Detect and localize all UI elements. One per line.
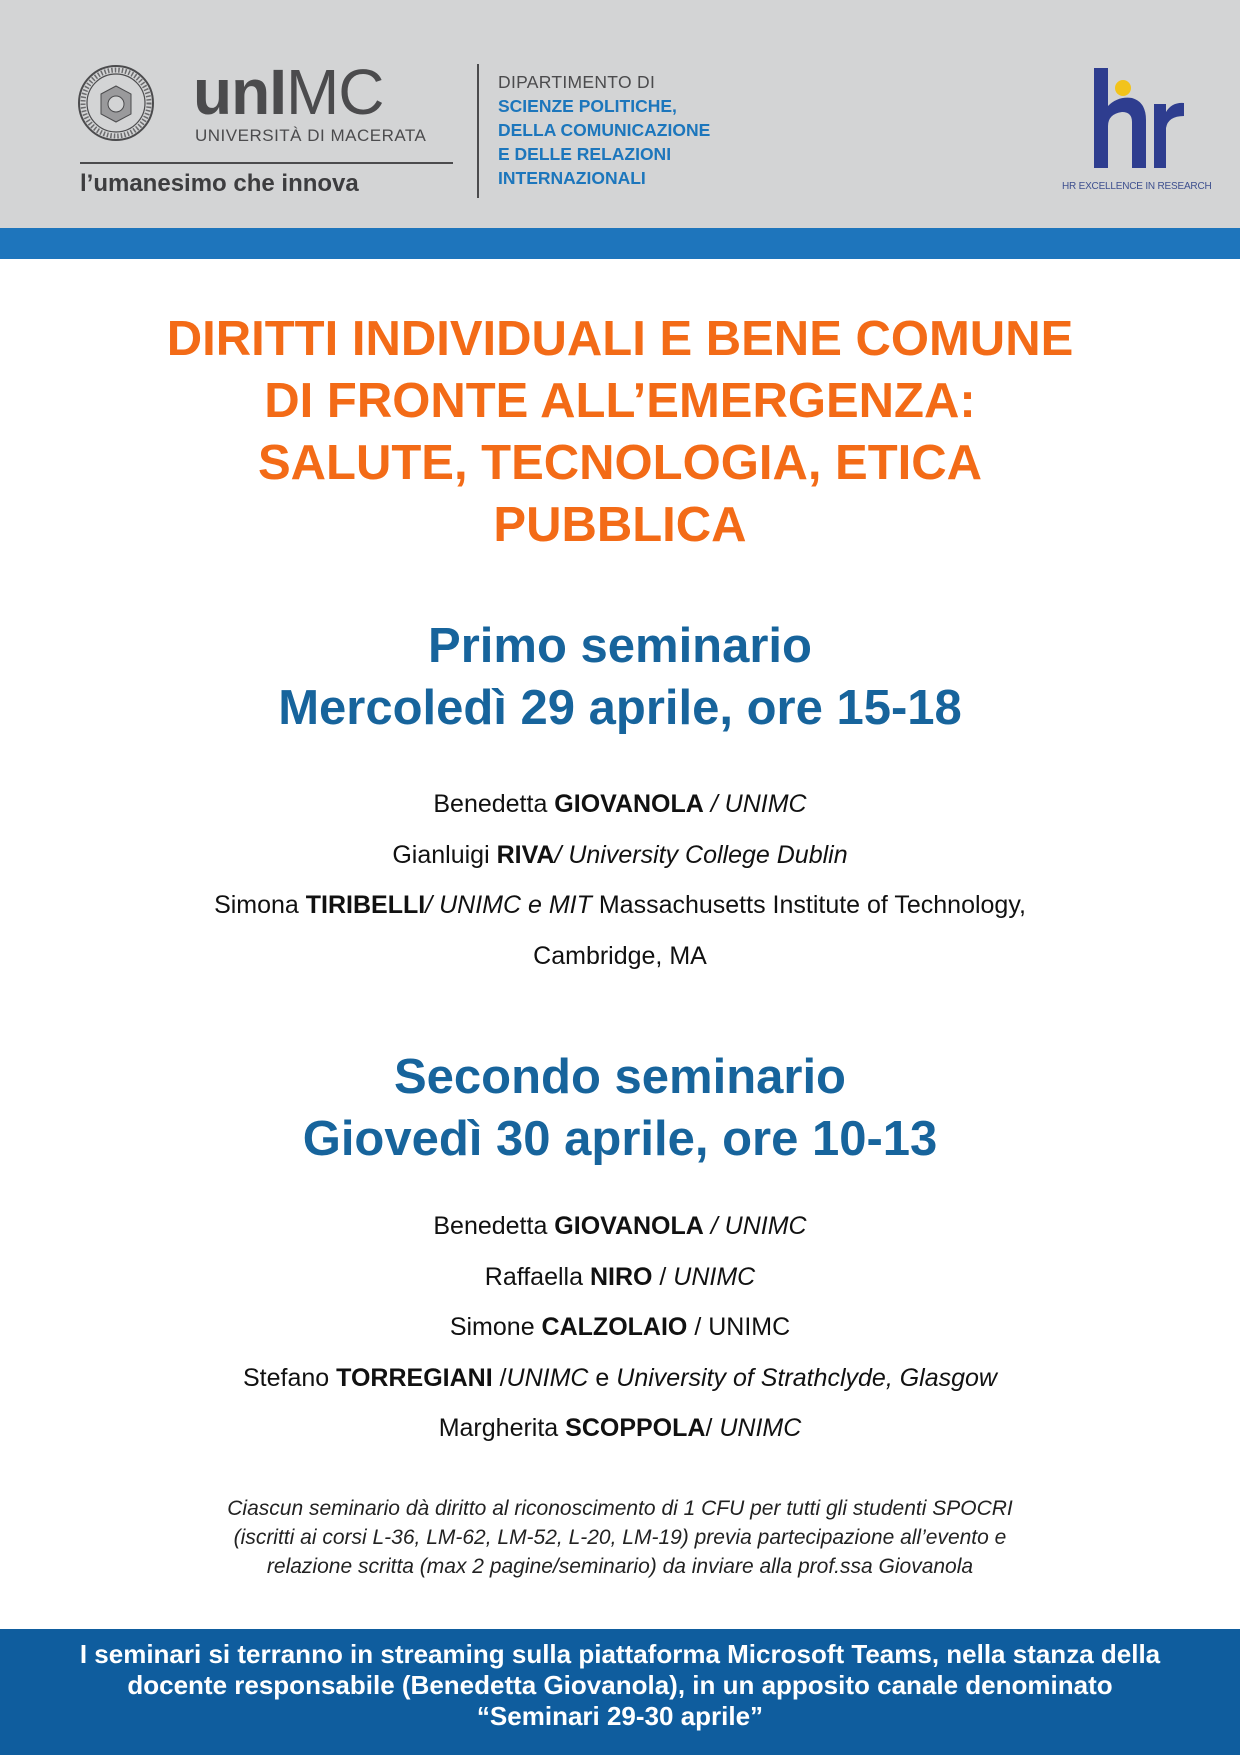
department-name bbox=[498, 70, 710, 190]
title-line-3: SALUTE, TECNOLOGIA, ETICA bbox=[257, 436, 983, 490]
speaker-affiliation: UNIMC bbox=[506, 1363, 589, 1392]
speaker-line bbox=[60, 1252, 1180, 1303]
speaker-line bbox=[60, 830, 1180, 881]
speaker-affiliation: / UNIMC e MIT bbox=[425, 891, 592, 919]
university-tagline: l’umanesimo che innova bbox=[80, 170, 359, 197]
brand-bold: unI bbox=[193, 56, 286, 128]
speaker-first-name: Stefano bbox=[243, 1363, 337, 1392]
speaker-affiliation-2: University of Strathclyde, Glasgow bbox=[616, 1363, 997, 1392]
title-line-2: DI FRONTE ALL’EMERGENZA: bbox=[264, 374, 976, 428]
speaker-last-name: GIOVANOLA bbox=[554, 1212, 704, 1240]
speaker-last-name: RIVA bbox=[496, 840, 555, 869]
speaker-first-name: Benedetta bbox=[433, 790, 555, 818]
department-line-2: SCIENZE POLITICHE, bbox=[498, 96, 677, 116]
speaker-affiliation: UNIMC bbox=[673, 1262, 756, 1291]
speaker-last-name: GIOVANOLA bbox=[554, 790, 704, 818]
speaker-last-name: TIRIBELLI bbox=[305, 891, 426, 919]
university-name: UNIVERSITÀ DI MACERATA bbox=[195, 126, 427, 145]
speaker-first-name: Margherita bbox=[438, 1414, 566, 1442]
tagline-divider bbox=[80, 162, 453, 164]
university-seal-icon bbox=[77, 64, 155, 142]
seminar-1-speakers bbox=[60, 779, 1180, 981]
title-line-4: PUBBLICA bbox=[493, 498, 747, 552]
streaming-info-banner bbox=[0, 1629, 1240, 1755]
event-title bbox=[60, 308, 1180, 556]
unimc-wordmark bbox=[193, 56, 384, 128]
speaker-first-name: Simone bbox=[449, 1313, 542, 1341]
footer-line-3: “Seminari 29-30 aprile” bbox=[476, 1701, 764, 1731]
speaker-line bbox=[60, 1302, 1180, 1353]
speaker-last-name: SCOPPOLA bbox=[565, 1414, 706, 1442]
department-line-3: DELLA COMUNICAZIONE bbox=[498, 120, 711, 140]
header-accent-strip bbox=[0, 228, 1240, 259]
speaker-last-name: CALZOLAIO bbox=[541, 1313, 688, 1341]
speaker-separator: / bbox=[652, 1262, 674, 1291]
credit-note bbox=[100, 1494, 1140, 1581]
speaker-first-name: Benedetta bbox=[433, 1212, 555, 1240]
seminar-1-heading bbox=[60, 615, 1180, 739]
speaker-affiliation: / UNIMC bbox=[703, 790, 807, 818]
speaker-first-name: Gianluigi bbox=[392, 840, 497, 869]
speaker-affiliation: / University College Dublin bbox=[554, 840, 848, 869]
hr-excellence-caption: HR EXCELLENCE IN RESEARCH bbox=[1062, 181, 1212, 192]
department-line-1: DIPARTIMENTO DI bbox=[498, 72, 656, 92]
speaker-affiliation: / UNIMC bbox=[703, 1212, 807, 1240]
seminar-2-date: Giovedì 30 aprile, ore 10-13 bbox=[302, 1112, 938, 1166]
speaker-separator: / bbox=[705, 1414, 720, 1442]
seminar-1-title: Primo seminario bbox=[428, 619, 812, 673]
speaker-first-name: Simona bbox=[214, 891, 306, 919]
footer-line-2: docente responsabile (Benedetta Giovanola), in un apposito canale denominato bbox=[127, 1670, 1113, 1700]
department-line-5: INTERNAZIONALI bbox=[498, 168, 646, 188]
speaker-line: Cambridge, MA bbox=[533, 941, 707, 970]
note-line-1: Ciascun seminario dà diritto al riconoscimento di 1 CFU per tutti gli studenti SPOCRI bbox=[227, 1497, 1013, 1520]
seminar-2-title: Secondo seminario bbox=[393, 1050, 846, 1104]
footer-line-1: I seminari si terranno in streaming sulla piattaforma Microsoft Teams, nella stanza della bbox=[79, 1639, 1161, 1669]
speaker-first-name: Raffaella bbox=[484, 1262, 590, 1291]
speaker-separator: / bbox=[492, 1363, 507, 1392]
speaker-last-name: TORREGIANI bbox=[336, 1363, 493, 1392]
note-line-2: (iscritti ai corsi L-36, LM-62, LM-52, L-20, LM-19) previa partecipazione all’evento e bbox=[233, 1526, 1007, 1549]
note-line-3: relazione scritta (max 2 pagine/seminario) da inviare alla prof.ssa Giovanola bbox=[266, 1555, 974, 1578]
speaker-line bbox=[60, 1353, 1180, 1404]
seminar-1-date: Mercoledì 29 aprile, ore 15-18 bbox=[278, 681, 962, 735]
speaker-last-name: NIRO bbox=[589, 1262, 653, 1291]
speaker-line bbox=[60, 1403, 1180, 1454]
department-line-4: E DELLE RELAZIONI bbox=[498, 144, 672, 164]
title-line-1: DIRITTI INDIVIDUALI E BENE COMUNE bbox=[166, 312, 1074, 366]
speaker-line bbox=[60, 880, 1180, 931]
speaker-affiliation: UNIMC bbox=[719, 1414, 802, 1442]
speaker-affiliation: / UNIMC bbox=[687, 1313, 791, 1341]
speaker-conjunction: e bbox=[588, 1363, 617, 1392]
seminar-2-heading bbox=[60, 1046, 1180, 1170]
speaker-line bbox=[60, 1201, 1180, 1252]
speaker-line bbox=[60, 779, 1180, 830]
hr-excellence-logo-icon bbox=[1088, 68, 1184, 168]
brand-light: MC bbox=[285, 56, 384, 128]
speaker-affiliation-extra: Massachusetts Institute of Technology, bbox=[591, 891, 1026, 919]
header-vertical-divider bbox=[477, 64, 479, 198]
seminar-2-speakers bbox=[60, 1201, 1180, 1454]
